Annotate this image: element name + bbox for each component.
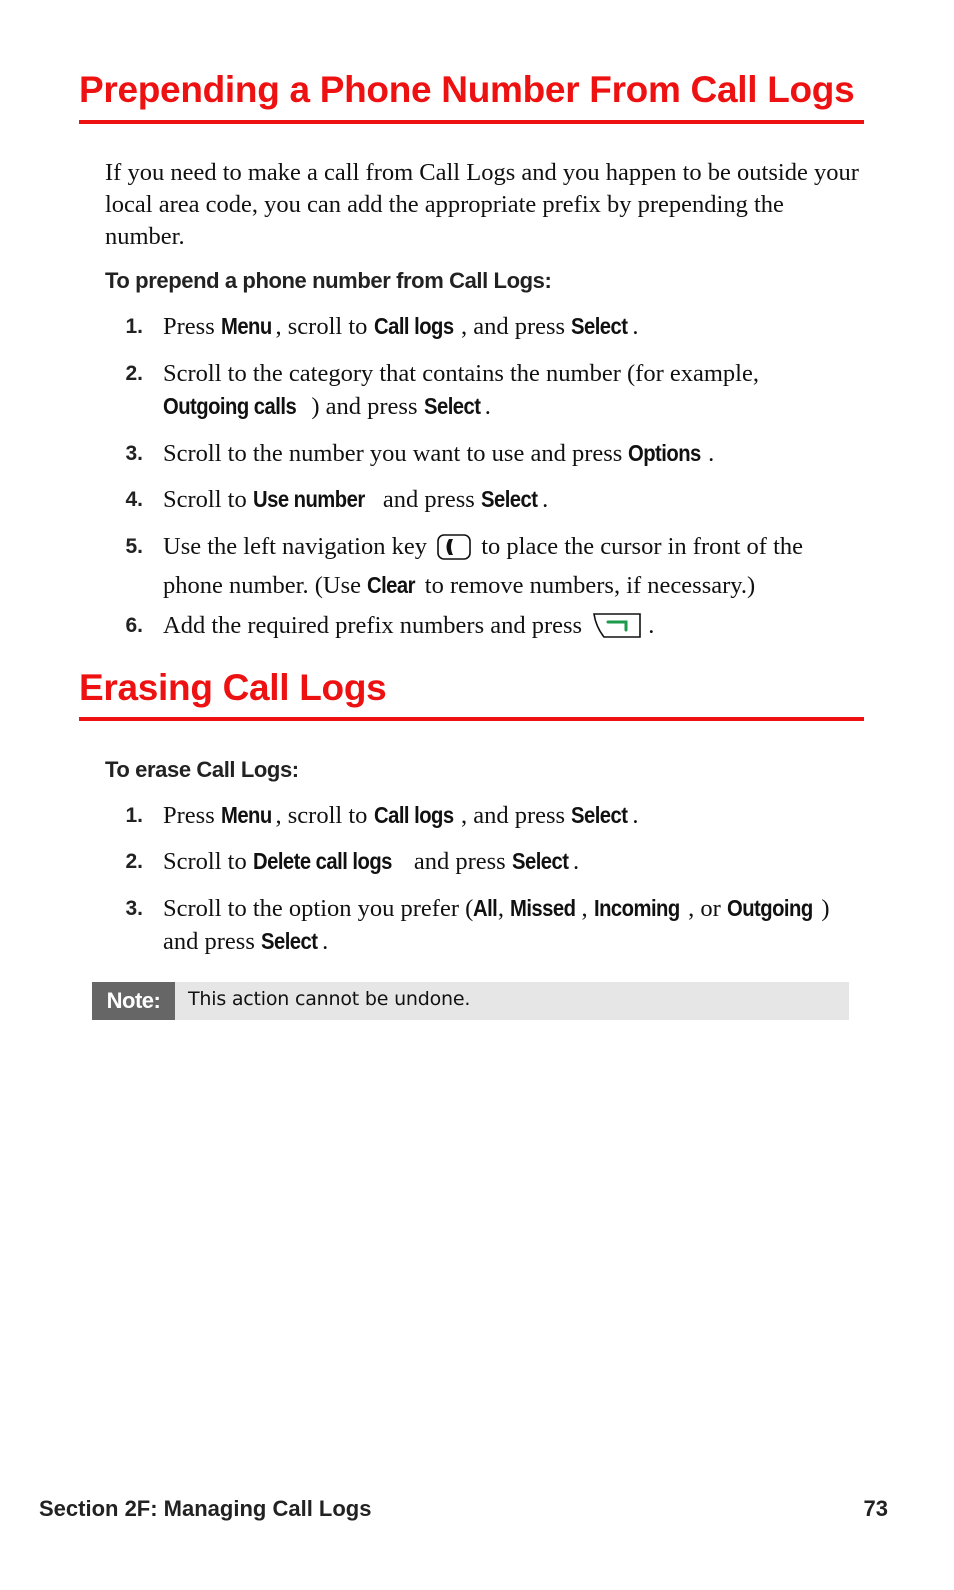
left-navigation-key-icon bbox=[437, 534, 471, 569]
procedure-lead-erase: To erase Call Logs: bbox=[105, 757, 299, 782]
step-text: Scroll to the option you prefer (All, Missed , Incoming , or Outgoing ) and press Select . bbox=[163, 892, 868, 958]
step-text: Press Menu , scroll to Call logs , and press Select . bbox=[163, 799, 868, 832]
note-label: Note: bbox=[92, 982, 175, 1020]
key-label: Outgoing bbox=[726, 895, 813, 921]
heading-rule bbox=[79, 120, 864, 124]
step-number: 1. bbox=[125, 315, 143, 338]
key-label: Clear bbox=[367, 572, 416, 598]
footer-section-title: Section 2F: Managing Call Logs bbox=[39, 1496, 372, 1521]
key-label: Menu bbox=[220, 313, 272, 339]
key-label: Delete call logs bbox=[252, 848, 392, 874]
key-label: Incoming bbox=[593, 895, 680, 921]
step-number: 5. bbox=[125, 535, 143, 558]
key-label: Select bbox=[571, 313, 628, 339]
key-label: Missed bbox=[510, 895, 576, 921]
key-label: Menu bbox=[220, 802, 272, 828]
step-number: 3. bbox=[125, 897, 143, 920]
key-label: Select bbox=[260, 928, 318, 954]
procedure-lead-prepend: To prepend a phone number from Call Logs: bbox=[105, 268, 552, 293]
step-number: 2. bbox=[125, 850, 143, 873]
step-text: Scroll to Use number and press Select . bbox=[163, 483, 868, 516]
key-label: Call logs bbox=[373, 802, 454, 828]
intro-paragraph: If you need to make a call from Call Logs and you happen to be outside your local area code, you can add the appropriate prefix by prepending the number. bbox=[105, 159, 859, 250]
step-number: 2. bbox=[125, 362, 143, 385]
step-text: Add the required prefix numbers and press . bbox=[163, 609, 868, 648]
step-text: Press Menu , scroll to Call logs , and press Select . bbox=[163, 310, 868, 343]
step-text: Scroll to Delete call logs and press Select . bbox=[163, 845, 868, 878]
section-title-erasing: Erasing Call Logs bbox=[79, 667, 387, 708]
key-label: Select bbox=[511, 848, 569, 874]
step-text: Scroll to the number you want to use and press Options . bbox=[163, 437, 868, 470]
key-label: Outgoing calls bbox=[163, 393, 297, 419]
step-number: 6. bbox=[125, 614, 143, 637]
step-number: 3. bbox=[125, 442, 143, 465]
key-label: All bbox=[473, 895, 498, 921]
page-number: 73 bbox=[863, 1496, 888, 1521]
note-box bbox=[92, 982, 849, 1020]
step-number: 4. bbox=[125, 488, 143, 511]
section-title-prepending: Prepending a Phone Number From Call Logs bbox=[79, 69, 855, 110]
key-label: Select bbox=[480, 486, 538, 512]
talk-key-icon bbox=[592, 611, 644, 648]
note-text: This action cannot be undone. bbox=[188, 988, 471, 1010]
heading-rule bbox=[79, 717, 864, 721]
key-label: Select bbox=[423, 393, 481, 419]
key-label: Call logs bbox=[373, 313, 454, 339]
key-label: Use number bbox=[252, 486, 365, 512]
key-label: Select bbox=[571, 802, 628, 828]
step-text: Use the left navigation key to place the cursor in front of the phone number. (Use Clear to remove numbers, if necessary.) bbox=[163, 530, 868, 602]
step-number: 1. bbox=[125, 804, 143, 827]
key-label: Options bbox=[628, 440, 702, 466]
step-text: Scroll to the category that contains the number (for example, Outgoing calls ) and press Select . bbox=[163, 357, 868, 423]
